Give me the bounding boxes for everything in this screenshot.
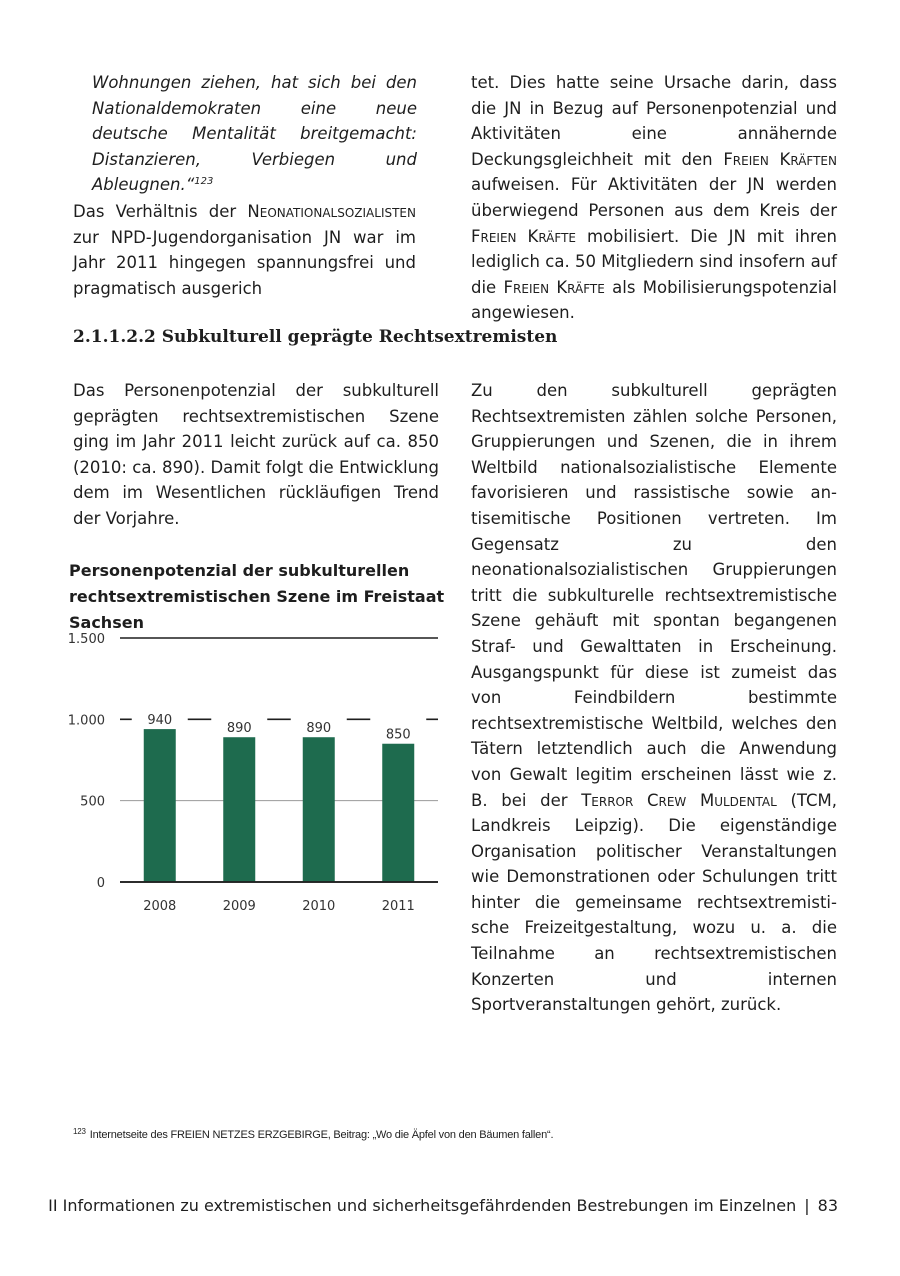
label-gap — [370, 715, 426, 723]
bar-2011 — [382, 744, 414, 882]
x-tick-label: 2008 — [143, 899, 177, 914]
quote-footnote-ref[interactable]: 123 — [194, 176, 214, 188]
x-tick-label: 2011 — [381, 899, 415, 914]
term-freie-kraeften: Freien Kräften — [723, 149, 837, 169]
bar-2009 — [223, 737, 255, 882]
y-tick-label: 1.000 — [67, 713, 105, 729]
page-footer — [48, 1194, 838, 1218]
bar-2008 — [144, 729, 176, 882]
subkultur-definition-paragraph — [471, 378, 837, 1018]
jn-cont-part-a: tet. Dies hatte seine Ursache darin, dass die JN in Bezug auf Personenpotenzial und Aktivitäten eine annähernde Deckungsgleichheit mit den — [471, 73, 837, 169]
term-terror-crew-muldental: Terror Crew Muldental — [581, 790, 777, 810]
term-freie-kraefte: Freien Kräfte — [471, 226, 576, 246]
footnote-text: Internetseite des FREIEN NETZES ERZGEBIRGE, Beitrag: „Wo die Äpfel von den Bäumen fallen“. — [89, 1129, 554, 1141]
jn-relation-paragraph — [73, 199, 416, 301]
y-tick-label: 1.500 — [67, 632, 105, 647]
quote-text: Wohnungen ziehen, hat sich bei den Nationaldemokraten eine neue deutsche Mentalität breitgemacht: Distanzieren, Verbiegen und Ableugnen.“ — [92, 73, 417, 195]
subkultur-part-b: (TCM, Landkreis Leipzig). Die eigenständige Organisation politischer Veranstaltungen wie Demonstrationen oder Schulungen tritt hinter die gemeinsame rechtsextremistische Freizeitgestaltung, wozu u. a. die Teilnahme an rechtsextremistischen Konzerten und internen Sportveranstaltungen gehört, zurück. — [471, 790, 837, 1015]
subkultur-part-a: Zu den subkulturell geprägten Rechtsextremisten zählen solche Personen, Gruppierungen und Szenen, die in ihrem Weltbild nationalsozialistische Elemente favorisieren und rassistische sowie antisemitische Positionen vertreten. Im Gegensatz zu den neonationalsozialistischen Gruppierungen tritt die subkulturelle rechtsextremistische Szene gehäuft mit spontan begangenen Straf- und Gewalttaten in Erscheinung. Ausgangspunkt für diese ist zumeist das von Feindbildern bestimmte rechtsextremistische Weltbild, welches den Tätern letztendlich auch die Anwendung von Gewalt legitim erscheinen lässt wie z. B. bei der — [471, 381, 837, 810]
y-tick-label: 0 — [96, 876, 105, 891]
term-neonationalsozialisten: Neonationalsozialisten — [247, 202, 416, 221]
x-tick-label: 2009 — [222, 899, 256, 914]
jn-cont-part-c: mobilisiert. Die JN mit ihren lediglich ca. 50 Mitgliedern sind insofern auf die — [471, 226, 837, 297]
jn-paragraph-end: zur NPD-Jugendorganisation JN war im Jahr 2011 hingegen spannungsfrei und pragmatisch ausgerich — [73, 227, 416, 298]
bar-value-label: 890 — [226, 721, 252, 737]
bar-value-label: 890 — [306, 721, 332, 737]
jn-cont-part-d: als Mobilisierungspotenzial angewiesen. — [471, 277, 837, 323]
jn-continuation-paragraph — [471, 70, 837, 326]
footnote — [73, 1127, 553, 1143]
footer-separator: | — [804, 1196, 810, 1215]
bar-2010 — [303, 737, 335, 882]
jn-cont-part-b: aufweisen. Für Aktivitäten der JN werden überwiegend Personen aus dem Kreis der — [471, 175, 837, 220]
bar-chart — [60, 620, 450, 920]
section-heading: 2.1.1.2.2 Subkulturell geprägte Rechtsextremisten — [73, 327, 558, 347]
jn-paragraph-start: Das Verhältnis der — [73, 202, 237, 221]
page-number: 83 — [817, 1196, 838, 1215]
bar-value-label: 940 — [147, 713, 173, 729]
term-freie-kraefte-2: Freien Kräfte — [503, 277, 605, 297]
y-tick-label: 500 — [80, 794, 105, 810]
chart-title: Personenpotenzial der subkulturellen rechtsextremistischen Szene im Freistaat Sachsen — [69, 561, 445, 632]
quote-paragraph — [92, 70, 417, 198]
personenpotenzial-paragraph: Das Personenpotenzial der subkulturell geprägten rechtsextremistischen Szene ging im Jahr 2011 leicht zurück auf ca. 850 (2010: ca. 890). Damit folgt die Entwicklung dem im Wesentlichen rückläufigen Trend der Vorjahre. — [73, 381, 439, 528]
footer-section-title: II Informationen zu extremistischen und sicherheitsgefährdenden Bestrebungen im Einzelnen — [48, 1196, 797, 1215]
footnote-number: 123 — [73, 1127, 86, 1136]
bar-value-label: 850 — [385, 727, 411, 743]
x-tick-label: 2010 — [302, 899, 336, 914]
chart-bars — [132, 715, 427, 882]
